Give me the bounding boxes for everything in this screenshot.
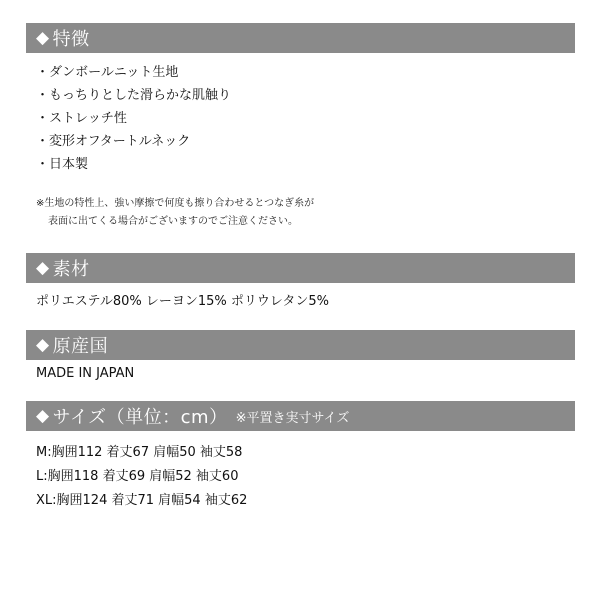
size-row: M:胸囲112 着丈67 肩幅50 袖丈58: [36, 445, 243, 460]
feature-item: ・変形オフタートルネック: [36, 134, 191, 149]
size-row: L:胸囲118 着丈69 肩幅52 袖丈60: [36, 469, 239, 484]
material-text: ポリエステル80% レーヨン15% ポリウレタン5%: [36, 294, 329, 309]
size-subheading: ※平置き実寸サイズ: [235, 410, 350, 426]
feature-item: ・ダンボールニット生地: [36, 65, 179, 80]
origin-heading: 原産国: [52, 336, 109, 357]
size-row: XL:胸囲124 着丈71 肩幅54 袖丈62: [36, 493, 248, 508]
origin-text: MADE IN JAPAN: [36, 366, 135, 381]
material-heading: 素材: [52, 259, 90, 280]
feature-item: ・日本製: [36, 157, 89, 172]
feature-item: ・ストレッチ性: [36, 111, 127, 126]
size-heading: サイズ（単位：cm）: [52, 407, 228, 428]
care-note-line2: 表面に出てくる場合がございますのでご注意ください。: [48, 216, 298, 227]
material-header: [26, 253, 575, 283]
features-heading: 特徴: [52, 29, 90, 50]
feature-item: ・もっちりとした滑らかな肌触り: [36, 88, 232, 103]
diamond-icon: ◆: [36, 28, 50, 48]
diamond-icon: ◆: [36, 335, 50, 355]
diamond-icon: ◆: [36, 258, 50, 278]
origin-header: [26, 330, 575, 360]
size-header: [26, 401, 575, 431]
care-note-line1: ※生地の特性上、強い摩擦で何度も擦り合わせるとつなぎ糸が: [36, 198, 315, 209]
features-header: [26, 23, 575, 53]
diamond-icon: ◆: [36, 406, 50, 426]
